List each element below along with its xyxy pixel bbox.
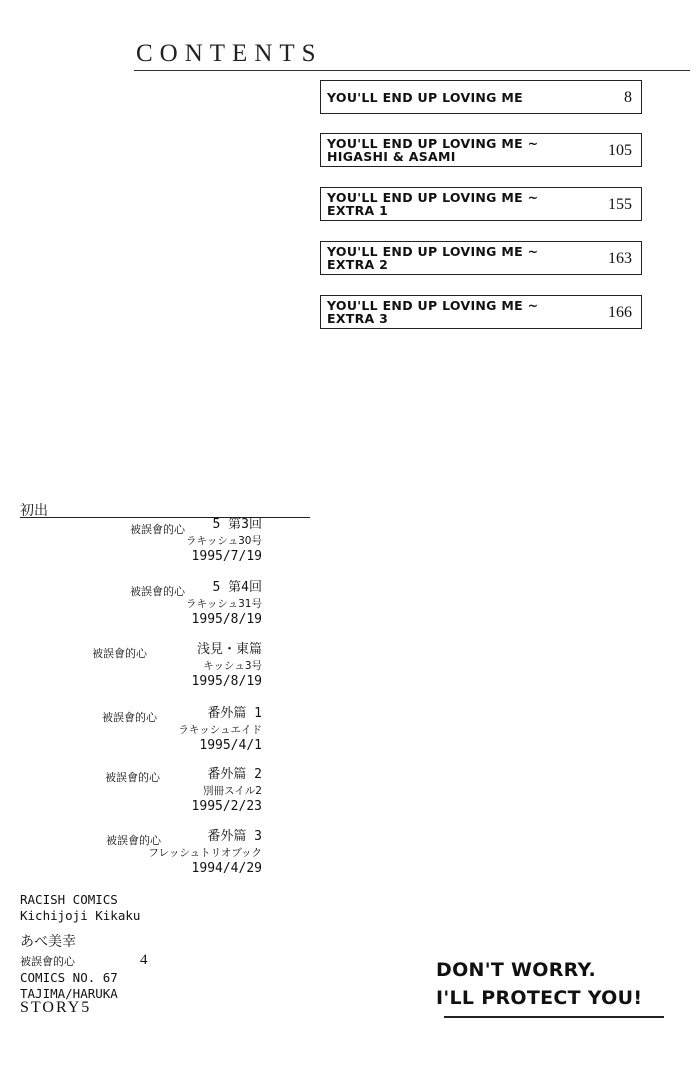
toc-entry-title: YOU'LL END UP LOVING ME <box>327 90 523 105</box>
entry-chapter: 5 第4回 <box>212 580 262 595</box>
entry-chapter: 番外篇 2 <box>207 767 262 782</box>
first-appearance-title: 被誤會的心 <box>106 834 161 847</box>
entry-date: 1995/8/19 <box>191 612 262 627</box>
toc-entry-title <box>327 191 567 217</box>
toc-entry-title <box>327 245 567 271</box>
toc-entry-2[interactable] <box>320 133 642 167</box>
story-label: STORY5 <box>20 999 92 1016</box>
first-appearance-entry <box>142 706 262 754</box>
entry-date: 1995/7/19 <box>191 549 262 564</box>
entry-magazine: キッシュ3号 <box>203 660 262 672</box>
first-appearance-title: 被誤會的心 <box>130 523 185 536</box>
entry-magazine: ラキッシュエイド <box>178 724 262 736</box>
toc-entry-3[interactable] <box>320 187 642 221</box>
first-appearance-entry <box>142 767 262 815</box>
quote-line2: I'LL PROTECT YOU! <box>436 987 643 1009</box>
entry-date: 1995/2/23 <box>191 799 262 814</box>
toc-entry-title-line1: YOU'LL END UP LOVING ME ~ <box>327 136 539 151</box>
toc-entry-page: 163 <box>608 250 632 267</box>
first-appearance-title: 被誤會的心 <box>102 711 157 724</box>
entry-date: 1995/4/1 <box>199 738 262 753</box>
toc-entry-5[interactable] <box>320 295 642 329</box>
toc-entry-page: 166 <box>608 304 632 321</box>
toc-entry-title-line2: EXTRA 1 <box>327 203 389 218</box>
toc-entry-title-line2: HIGASHI & ASAMI <box>327 149 456 164</box>
quote-line1: DON'T WORRY. <box>436 959 596 981</box>
publisher-name: Kichijoji Kikaku <box>20 908 141 923</box>
toc-entry-page: 105 <box>608 142 632 159</box>
entry-chapter: 番外篇 1 <box>207 706 262 721</box>
first-appearance-title: 被誤會的心 <box>105 771 160 784</box>
toc-entry-title <box>327 299 567 325</box>
quote-text <box>436 956 642 1012</box>
contents-divider <box>134 70 690 71</box>
toc-entry-title-line2: EXTRA 3 <box>327 311 389 326</box>
entry-chapter: 番外篇 3 <box>207 829 262 844</box>
first-appearance-entry <box>142 517 262 565</box>
quote-underline <box>444 1016 664 1018</box>
first-appearance-entry <box>142 642 262 690</box>
entry-magazine: 別冊スイル2 <box>203 785 262 797</box>
toc-entry-title-line1: YOU'LL END UP LOVING ME ~ <box>327 298 539 313</box>
contents-heading: CONTENTS <box>136 40 323 67</box>
comics-number: COMICS NO. 67 <box>20 970 118 985</box>
entry-magazine: ラキッシュ30号 <box>186 535 262 547</box>
toc-entry-title-line1: YOU'LL END UP LOVING ME ~ <box>327 244 539 259</box>
first-appearance-heading: 初出 <box>20 503 48 519</box>
toc-entry-page: 8 <box>624 89 632 106</box>
label-name: RACISH COMICS <box>20 892 118 907</box>
entry-chapter: 5 第3回 <box>212 517 262 532</box>
toc-entry-title-line2: EXTRA 2 <box>327 257 389 272</box>
toc-entry-1[interactable] <box>320 80 642 114</box>
credits: TAJIMA/HARUKA <box>20 986 118 1001</box>
volume-number: 4 <box>140 952 148 968</box>
first-appearance-title: 被誤會的心 <box>92 647 147 660</box>
toc-entry-page: 155 <box>608 196 632 213</box>
series-title: 被誤會的心 <box>20 955 75 968</box>
toc-entry-title-line1: YOU'LL END UP LOVING ME ~ <box>327 190 539 205</box>
author-name: あべ美幸 <box>20 934 76 950</box>
entry-date: 1995/8/19 <box>191 674 262 689</box>
first-appearance-entry <box>142 580 262 628</box>
entry-chapter: 浅見・東篇 <box>196 642 262 657</box>
entry-magazine: ラキッシュ31号 <box>186 598 262 610</box>
first-appearance-entry <box>142 829 262 877</box>
toc-entry-title <box>327 137 567 163</box>
entry-magazine: フレッシュトリオブック <box>148 847 262 859</box>
toc-entry-4[interactable] <box>320 241 642 275</box>
entry-date: 1994/4/29 <box>191 861 262 876</box>
first-appearance-title: 被誤會的心 <box>130 585 185 598</box>
